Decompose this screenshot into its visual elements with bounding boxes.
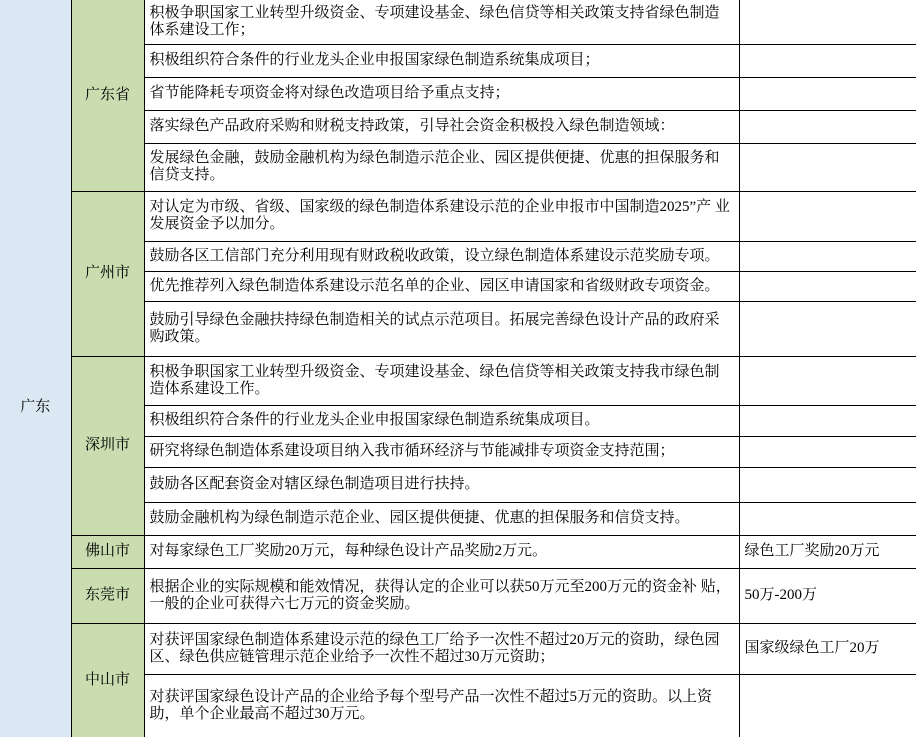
note-cell: [739, 356, 916, 405]
note-cell: [739, 77, 916, 110]
region-cell-guangdong-province: 广东省: [71, 0, 144, 191]
policy-cell: 优先推荐列入绿色制造体系建设示范名单的企业、园区申请国家和省级财政专项资金。: [144, 271, 739, 301]
note-cell: [739, 110, 916, 143]
note-cell: [739, 467, 916, 502]
region-cell-foshan: 佛山市: [71, 535, 144, 568]
note-cell: [739, 271, 916, 301]
policy-cell: 落实绿色产品政府采购和财税支持政策，引导社会资金积极投入绿色制造领域：: [144, 110, 739, 143]
policy-cell: 根据企业的实际规模和能效情况，获得认定的企业可以获50万元至200万元的资金补 贴，一般的企业可获得六七万元的资金奖励。: [144, 568, 739, 623]
province-cell: [0, 0, 71, 737]
policy-cell: 发展绿色金融，鼓励金融机构为绿色制造示范企业、园区提供便捷、优惠的担保服务和信贷支持。: [144, 143, 739, 191]
note-cell: [739, 502, 916, 535]
policy-cell: 省节能降耗专项资金将对绿色改造项目给予重点支持；: [144, 77, 739, 110]
region-cell-shenzhen: 深圳市: [71, 356, 144, 535]
policy-cell: 积极组织符合条件的行业龙头企业申报国家绿色制造系统集成项目。: [144, 405, 739, 436]
policy-cell: 研究将绿色制造体系建设项目纳入我市循环经济与节能减排专项资金支持范围；: [144, 436, 739, 467]
policy-cell: 积极争职国家工业转型升级资金、专项建设基金、绿色信贷等相关政策支持省绿色制造体系建设工作；: [144, 0, 739, 44]
region-cell-dongguan: 东莞市: [71, 568, 144, 623]
note-cell: 国家级绿色工厂20万: [739, 623, 916, 674]
policy-cell: 鼓励金融机构为绿色制造示范企业、园区提供便捷、优惠的担保服务和信贷支持。: [144, 502, 739, 535]
note-cell: [739, 674, 916, 737]
policy-cell: 对每家绿色工厂奖励20万元，每种绿色设计产品奖励2万元。: [144, 535, 739, 568]
policy-cell: 对获评国家绿色设计产品的企业给予每个型号产品一次性不超过5万元的资助。以上资助，单个企业最高不超过30万元。: [144, 674, 739, 737]
policy-cell: 对获评国家绿色制造体系建设示范的绿色工厂给予一次性不超过20万元的资助，绿色园区、绿色供应链管理示范企业给予一次性不超过30万元资助；: [144, 623, 739, 674]
region-cell-guangzhou: 广州市: [71, 191, 144, 356]
note-cell: [739, 405, 916, 436]
note-cell: [739, 143, 916, 191]
note-cell: [739, 436, 916, 467]
note-cell: 绿色工厂奖励20万元: [739, 535, 916, 568]
note-cell: [739, 44, 916, 77]
policy-cell: 鼓励引导绿色金融扶持绿色制造相关的试点示范项目。拓展完善绿色设计产品的政府采购政策。: [144, 301, 739, 356]
province-label: 广东: [20, 399, 51, 415]
policy-cell: 对认定为市级、省级、国家级的绿色制造体系建设示范的企业申报市中国制造2025”产 业发展资金予以加分。: [144, 191, 739, 241]
policy-cell: 鼓励各区配套资金对辖区绿色制造项目进行扶持。: [144, 467, 739, 502]
policy-cell: 鼓励各区工信部门充分利用现有财政税收政策，设立绿色制造体系建设示范奖励专项。: [144, 241, 739, 271]
note-cell: [739, 241, 916, 271]
policy-cell: 积极争职国家工业转型升级资金、专项建设基金、绿色信贷等相关政策支持我市绿色制造体系建设工作。: [144, 356, 739, 405]
note-cell: 50万-200万: [739, 568, 916, 623]
note-cell: [739, 301, 916, 356]
note-cell: [739, 191, 916, 241]
policy-cell: 积极组织符合条件的行业龙头企业申报国家绿色制造系统集成项目；: [144, 44, 739, 77]
note-cell: [739, 0, 916, 44]
region-cell-zhongshan: 中山市: [71, 623, 144, 737]
